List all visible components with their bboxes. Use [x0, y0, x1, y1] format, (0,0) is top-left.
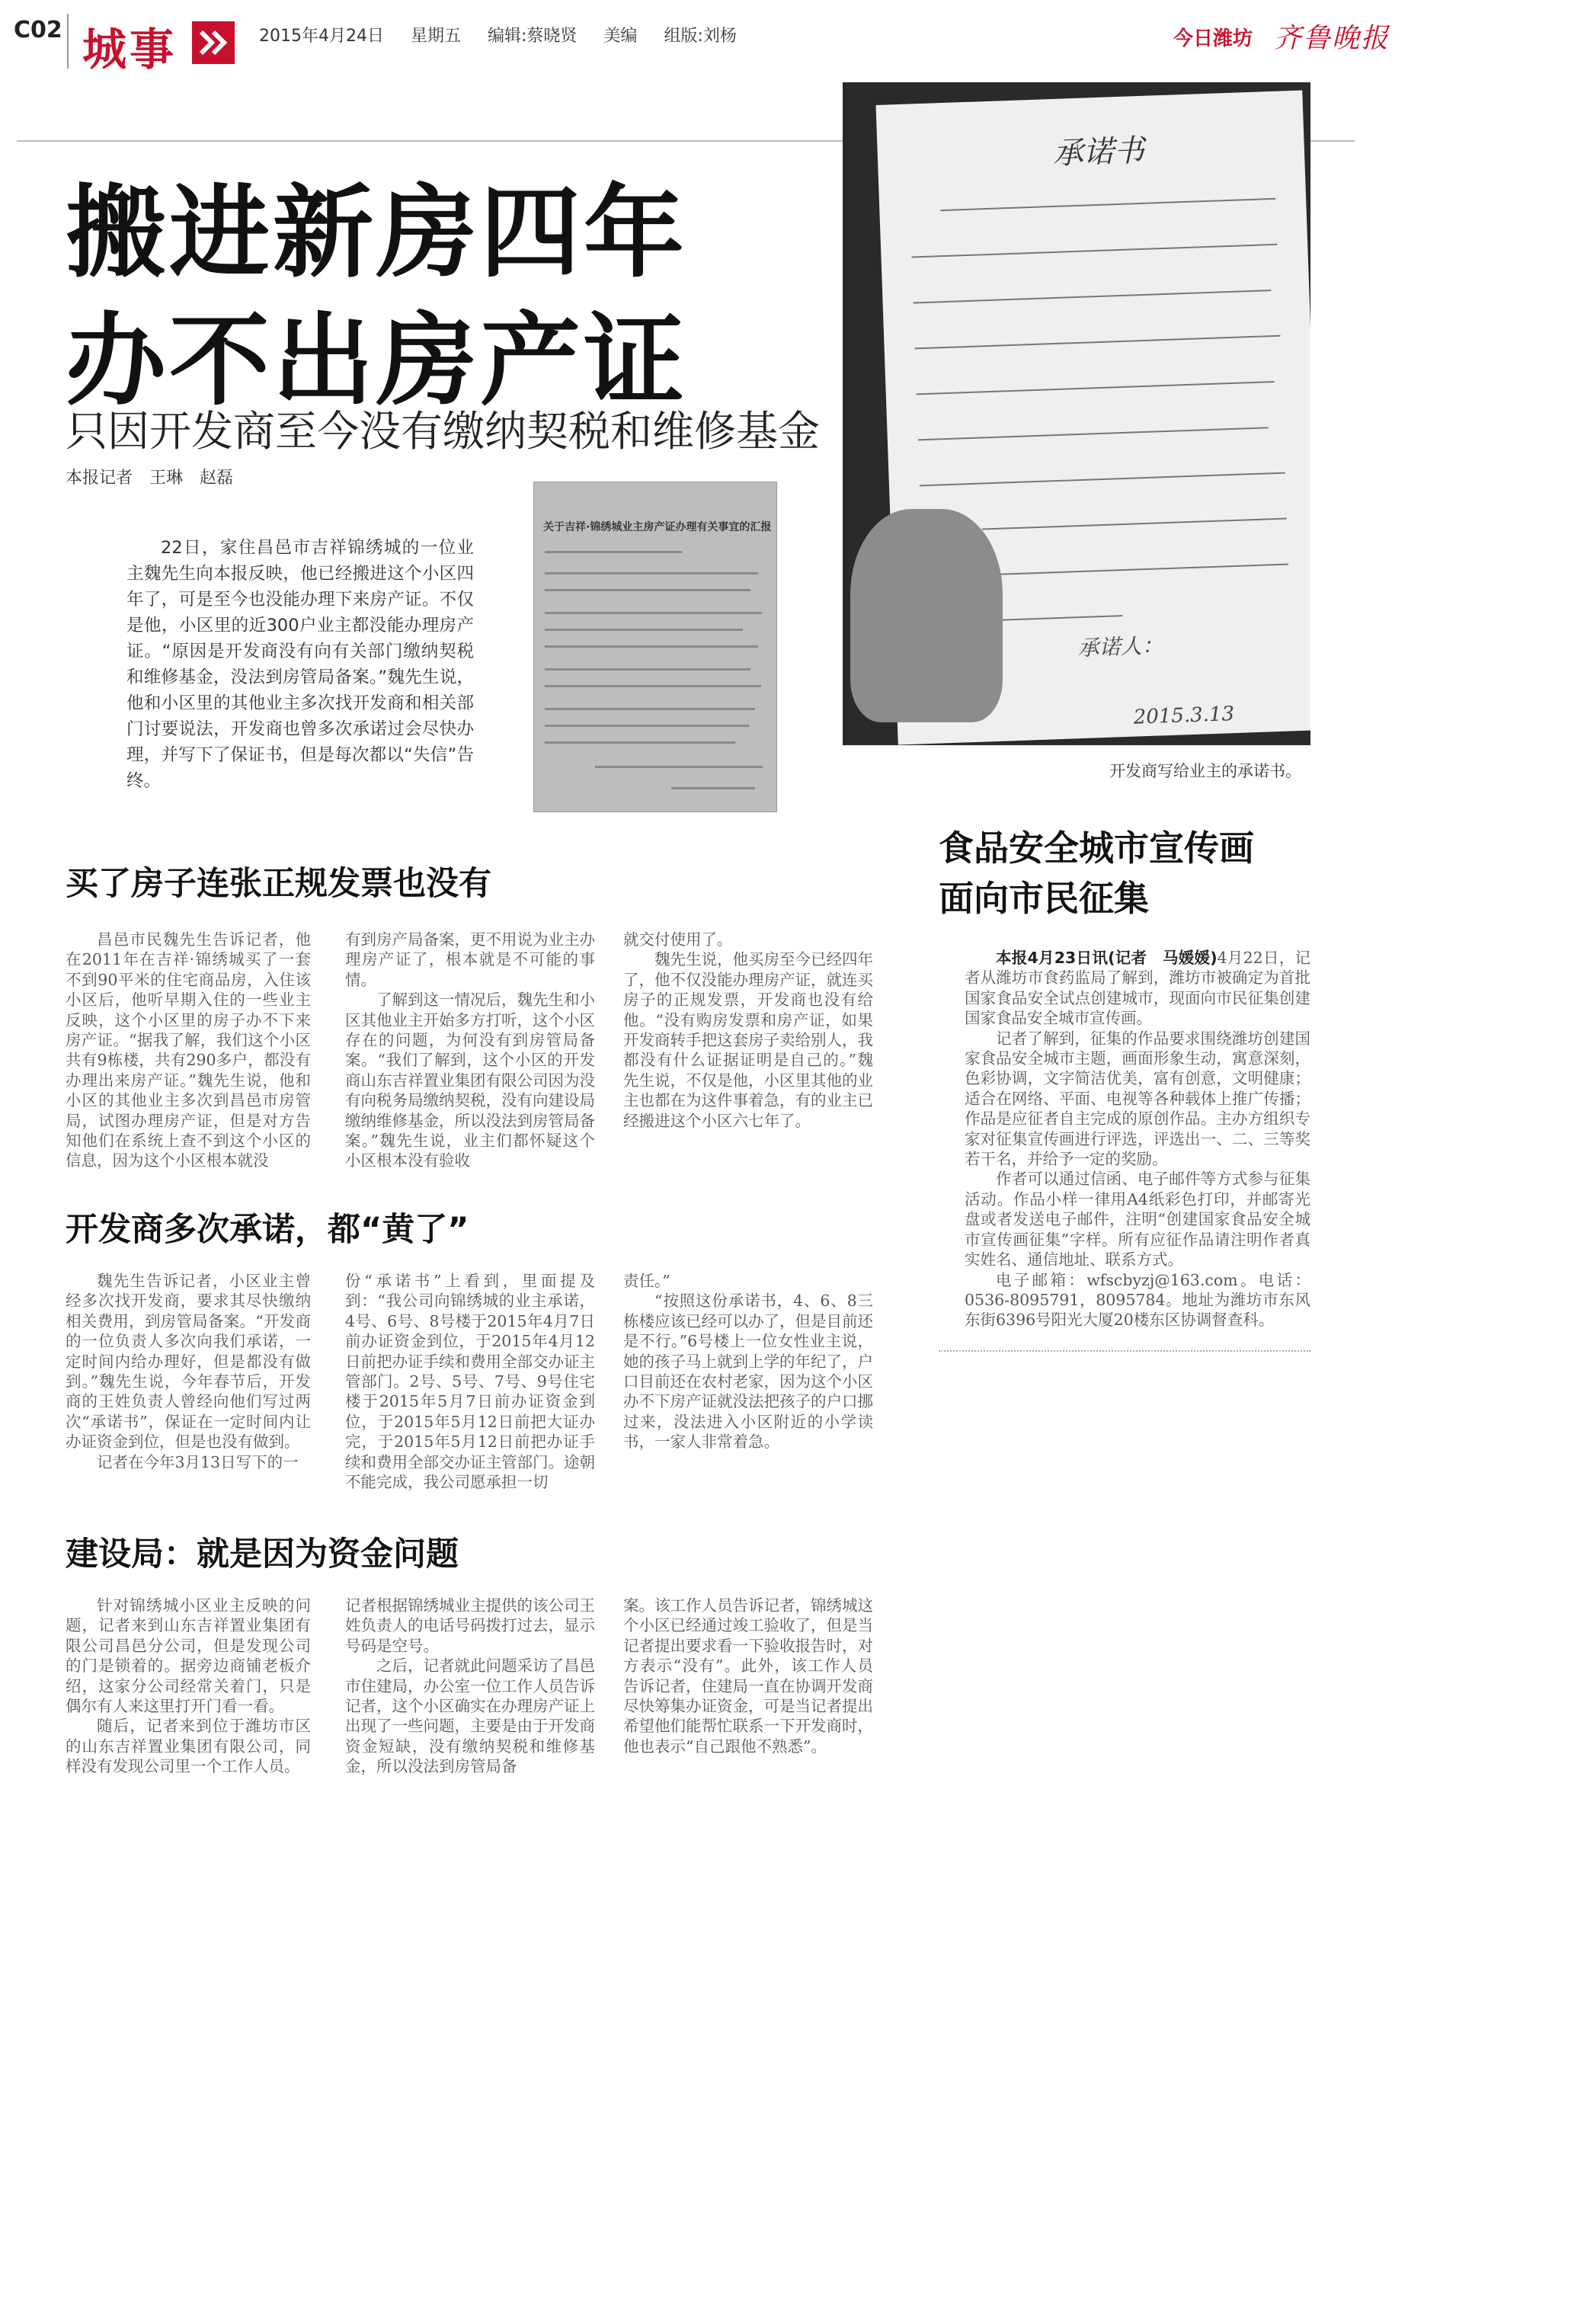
header-date: 2015年4月24日	[259, 27, 384, 46]
section-name: 城事	[82, 24, 178, 75]
sidebar-heading-line-1: 食品安全城市宣传画	[939, 827, 1254, 869]
page-number: C02	[14, 17, 62, 43]
paragraph: 份“承诺书”上看到，里面提及到：“我公司向锦绣城的业主承诺，4号、6号、8号楼于2015年4月7日前办证资金到位，于2015年4月12日前把办证手续和费用全部交办证主管部门。2号、5号、7号、9号住宅楼于2015年5月7日前办证资金到位，于2015年5月12日前把大证办完，于2015年5月12日前把办证手续和费用全部交办证主管部门。途朝不能完成，我公司愿承担一切	[345, 1272, 595, 1492]
letter-photo	[843, 82, 1310, 745]
header-layout: 组版:刘杨	[664, 27, 737, 46]
section-3-column-1	[66, 1596, 311, 1777]
section-1-column-3	[623, 930, 873, 1131]
section-heading-2: 开发商多次承诺，都“黄了”	[66, 1211, 469, 1249]
headline-line-1: 搬进新房四年	[66, 174, 687, 292]
paragraph: 昌邑市民魏先生告诉记者，他在2011年在吉祥·锦绣城买了一套不到90平米的住宅商品房，入住该小区后，他听早期入住的一些业主反映，这个小区里的房子办不下来房产证。“据我了解，我们这个小区共有9栋楼，共有290多户，都没有办理出来房产证。”魏先生说，他和小区的其他业主多次到昌邑市房管局，试图办理房产证，但是对方告知他们在系统上查不到这个小区的信息，因为这个小区根本就没	[66, 930, 311, 1170]
paragraph: 责任。”	[623, 1272, 670, 1290]
paragraph: 针对锦绣城小区业主反映的问题，记者来到山东吉祥置业集团有限公司昌邑分公司，但是发现公司的门是锁着的。据旁边商铺老板介绍，这家分公司经常关着门，只是偶尔有人来这里打开门看一看。	[66, 1596, 311, 1716]
section-heading-1: 买了房子连张正规发票也没有	[66, 865, 491, 903]
double-chevron-right-icon	[192, 21, 235, 64]
headline-line-2: 办不出房产证	[66, 303, 687, 420]
header-divider	[67, 14, 69, 69]
header-right-label: 今日潍坊	[1173, 27, 1253, 50]
header-weekday: 星期五	[410, 27, 461, 46]
letter-signature: 承诺人：	[1077, 632, 1164, 661]
lead-paragraph: 22日，家住昌邑市吉祥锦绣城的一位业主魏先生向本报反映，他已经搬进这个小区四年了，可是至今也没能办理下来房产证。不仅是他，小区里的近300户业主都没能办理房产证。“原因是开发商没有向有关部门缴纳契税和维修基金，没法到房管局备案。”魏先生说，他和小区里的其他业主多次找开发商和相关部门讨要说法，开发商也曾多次承诺过会尽快办理，并写下了保证书，但是每次都以“失信”告终。	[126, 538, 474, 791]
document-photo	[533, 482, 777, 812]
paragraph: 有到房产局备案，更不用说为业主办理房产证了，根本就是不可能的事情。	[345, 930, 595, 989]
sidebar-body	[965, 948, 1310, 1330]
section-1-column-2	[345, 930, 595, 1171]
paragraph: “按照这份承诺书，4、6、8三栋楼应该已经可以办了，但是目前还是不行。”6号楼上一位女性业主说，她的孩子马上就到上学的年纪了，户口目前还在农村老家，因为这个小区办不下房产证就没法把孩子的户口挪过来，没法进入小区附近的小学读书，一家人非常着急。	[623, 1292, 873, 1452]
sidebar-paragraph-2: 记者了解到，征集的作品要求围绕潍坊创建国家食品安全城市主题，画面形象生动，寓意深刻，色彩协调，文字简洁优美，富有创意，文明健康；适合在网络、平面、电视等各种载体上推广传播；作品是应征者自主完成的原创作品。主办方组织专家对征集宣传画进行评选，评选出一、二、三等奖若干名，并给予一定的奖励。	[965, 1029, 1310, 1169]
header-editor: 编辑:蔡晓贤	[488, 27, 578, 46]
section-3-column-2	[345, 1596, 595, 1777]
sidebar-paragraph-4: 电子邮箱：wfscbyzj@163.com。电话：0536-8095791，8095784。地址为潍坊市东风东街6396号阳光大厦20楼东区协调督查科。	[965, 1270, 1310, 1330]
header-art: 美编	[603, 27, 638, 46]
section-heading-3: 建设局：就是因为资金问题	[66, 1535, 459, 1573]
paragraph: 了解到这一情况后，魏先生和小区其他业主开始多方打听，这个小区存在的问题，为何没有到房管局备案。“我们了解到，这个小区的开发商山东吉祥置业集团有限公司因为没有向税务局缴纳契税，没有向建设局缴纳维修基金，所以没法到房管局备案。”魏先生说，业主们都怀疑这个小区根本没有验收	[345, 991, 595, 1170]
paragraph: 魏先生说，他买房至今已经四年了，他不仅没能办理房产证，就连买房子的正规发票，开发商也没有给他。“没有购房发票和房产证，如果开发商转手把这套房子卖给别人，我都没有什么证据证明是自己的。”魏先生说，不仅是他，小区里其他的业主也都在为这件事着急，有的业主已经搬进这个小区六七年了。	[623, 950, 873, 1130]
byline: 本报记者 王琳 赵磊	[66, 469, 234, 488]
paragraph: 案。该工作人员告诉记者，锦绣城这个小区已经通过竣工验收了，但是当记者提出要求看一下验收报告时，对方表示“没有”。此外，该工作人员告诉记者，住建局一直在协调开发商尽快筹集办证资金，可是当记者提出希望他们能帮忙联系一下开发商时，他也表示“自己跟他不熟悉”。	[623, 1596, 873, 1756]
section-2-column-1	[66, 1271, 311, 1472]
document-photo-title: 关于吉祥·锦绣城业主房产证办理有关事宜的汇报	[543, 521, 772, 533]
sidebar-paragraph-3: 作者可以通过信函、电子邮件等方式参与征集活动。作品小样一律用A4纸彩色打印，并邮寄光盘或者发送电子邮件，注明“创建国家食品安全城市宣传画征集”字样。所有应征作品请注明作者真实姓名、通信地址、联系方式。	[965, 1170, 1310, 1269]
letter-title: 承诺书	[1052, 133, 1145, 171]
subheadline: 只因开发商至今没有缴纳契税和维修基金	[66, 407, 821, 456]
sidebar-heading	[939, 823, 1254, 924]
letter-date: 2015.3.13	[1133, 703, 1235, 729]
paragraph: 记者根据锦绣城业主提供的该公司王姓负责人的电话号码拨打过去，显示号码是空号。	[345, 1596, 595, 1655]
hand-shape	[850, 509, 1003, 722]
paragraph: 就交付使用了。	[623, 930, 733, 949]
newspaper-logo: 齐鲁晚报	[1274, 23, 1390, 54]
paragraph: 随后，记者来到位于潍坊市区的山东吉祥置业集团有限公司，同样没有发现公司里一个工作人员。	[66, 1717, 311, 1776]
section-1-column-1	[66, 930, 311, 1171]
sidebar-heading-line-2: 面向市民征集	[939, 878, 1149, 919]
paragraph: 记者在今年3月13日写下的一	[97, 1452, 299, 1471]
header-meta	[259, 23, 758, 46]
section-2-column-3	[623, 1271, 873, 1452]
headline	[66, 169, 687, 425]
sidebar-paragraph-1	[965, 948, 1310, 1029]
photo-caption: 开发商写给业主的承诺书。	[1109, 762, 1301, 780]
paragraph: 魏先生告诉记者，小区业主曾经多次找开发商，要求其尽快缴纳相关费用，到房管局备案。“开发商的一位负责人多次向我们承诺，一定时间内给办理好，但是都没有做到。”魏先生说，今年春节后，开发商的王姓负责人曾经向他们写过两次“承诺书”，保证在一定时间内让办证资金到位，但是也没有做到。	[66, 1272, 311, 1452]
sidebar-dateline: 本报4月23日讯(记者 马媛媛)	[996, 949, 1218, 967]
sidebar-p1-text: 4月22日，记者从潍坊市食药监局了解到，潍坊市被确定为首批国家食品安全试点创建城市，现面向市民征集创建国家食品安全城市宣传画。	[965, 949, 1310, 1028]
paragraph: 之后，记者就此问题采访了昌邑市住建局，办公室一位工作人员告诉记者，这个小区确实在办理房产证上出现了一些问题，主要是由于开发商资金短缺，没有缴纳契税和维修基金，所以没法到房管局备	[345, 1657, 595, 1776]
section-2-column-2	[345, 1271, 595, 1492]
sidebar-rule	[939, 1350, 1310, 1352]
section-3-column-3	[623, 1596, 873, 1756]
